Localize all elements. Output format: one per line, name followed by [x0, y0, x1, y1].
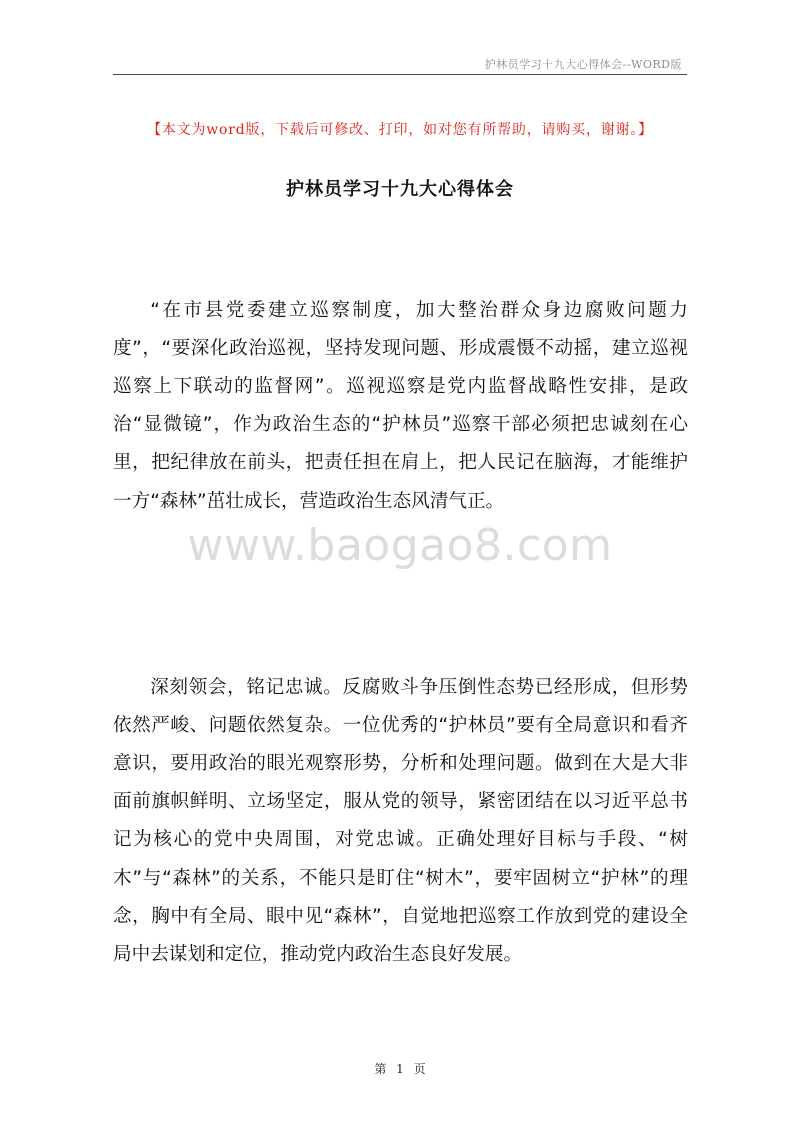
watermark-text: www.baogao8.com: [187, 520, 613, 571]
body-paragraph-2: 深刻领会，铭记忠诚。反腐败斗争压倒性态势已经形成，但形势依然严峻、问题依然复杂。一位优秀的“护林员”要有全局意识和看齐意识，要用政治的眼光观察形势，分析和处理问题。做到在大是大非面前旗帜鲜明、立场坚定，服从党的领导，紧密团结在以习近平总书记为核心的党中央周围，对党忠诚。正确处理好目标与手段、“树木”与“森林”的关系，不能只是盯住“树木”，要牢固树立“护林”的理念，胸中有全局、眼中见“森林”，自觉地把巡察工作放到党的建设全局中去谋划和定位，推动党内政治生态良好发展。: [113, 676, 688, 966]
page-footer: [0, 1060, 800, 1077]
document-title: 护林员学习十九大心得体会: [286, 179, 514, 200]
header-divider: [113, 74, 687, 75]
purchase-notice: 【本文为word版，下载后可修改、打印，如对您有所帮助，请购买，谢谢。】: [147, 122, 653, 138]
footer-prefix: 第: [374, 1062, 387, 1076]
running-header-title: 护林员学习十九大心得体会--WORD版: [484, 58, 682, 71]
page-number: 1: [396, 1062, 404, 1076]
body-paragraph-1: “在市县党委建立巡察制度，加大整治群众身边腐败问题力度”，“要深化政治巡视，坚持发现问题、形成震慑不动摇，建立巡视巡察上下联动的监督网”。巡视巡察是党内监督战略性安排，是政治“显微镜”，作为政治生态的“护林员”巡察干部必须把忠诚刻在心里，把纪律放在前头，把责任担在肩上，把人民记在脑海，才能维护一方“森林”茁壮成长，营造政治生态风清气正。: [113, 299, 688, 512]
footer-suffix: 页: [413, 1062, 426, 1076]
